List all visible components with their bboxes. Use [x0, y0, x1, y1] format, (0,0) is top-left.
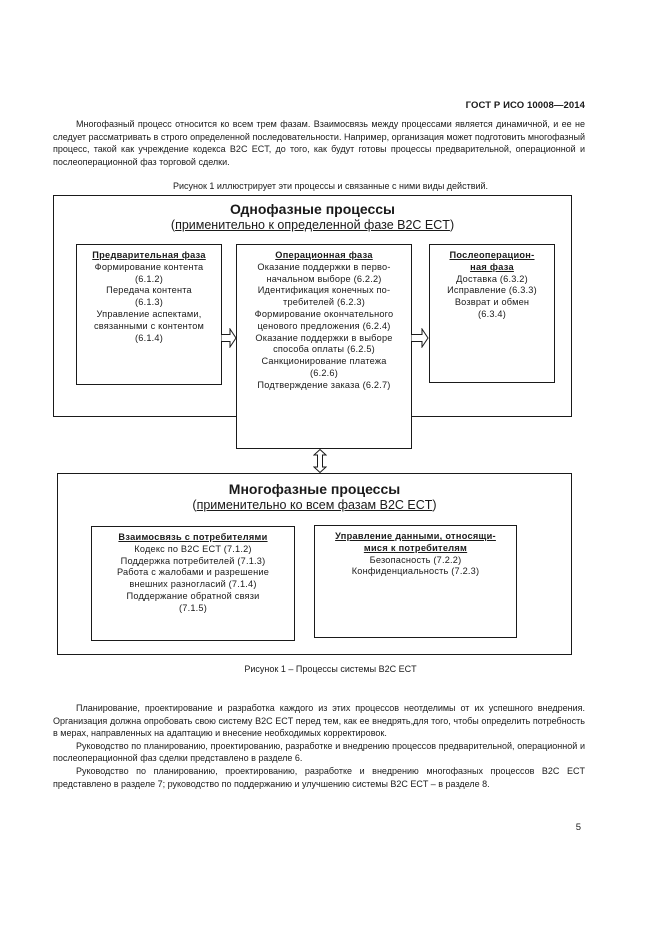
standard-header: ГОСТ Р ИСО 10008—2014	[465, 100, 585, 111]
pre-phase-title: Предварительная фаза	[92, 250, 206, 260]
operational-phase-title: Операционная фаза	[275, 250, 373, 260]
pre-phase-item: связанными с контентом	[93, 320, 205, 331]
consumer-relations-item: (7.1.5)	[179, 602, 207, 613]
intro-paragraph-block	[53, 118, 585, 168]
paren-open: (	[170, 218, 176, 232]
consumer-relations-item: Работа с жалобами и разрешение	[116, 567, 270, 578]
figure-caption: Рисунок 1 – Процессы системы B2C ECT	[244, 664, 417, 674]
post-phase-item: Исправление (6.3.3)	[447, 285, 537, 296]
body-paragraph: Планирование, проектирование и разработка каждого из этих процессов неотделимы от их успешного внедрения. Организация должна опробовать свою систему B2C ECT перед тем, как ее внедрять,для того, чтобы определить потребность в мерах, направленных на адаптацию и внесение необходимых корректировок.	[53, 703, 585, 739]
single-phase-subtitle-text: применительно к определенной фазе B2C ECT	[175, 218, 450, 232]
data-management-title-line2: мися к потребителям	[363, 542, 468, 553]
intro-paragraph: Многофазный процесс относится ко всем трем фазам. Взаимосвязь между процессами является динамичной, и ее не следует рассматривать в строго определенной последовательности. Например, организация может подготовить многофазный процесс, такой как учреждение кодекса B2C ECT, до того, как будут готовы процессы предварительной, операционной и послеоперационной фаз торговой сделки.	[53, 119, 585, 167]
double-arrow-vertical-icon	[313, 449, 327, 473]
operational-phase-item: начальном выборе (6.2.2)	[266, 273, 382, 284]
pre-phase-item: Передача контента	[106, 285, 192, 296]
data-management-item: Конфиденциальность (7.2.3)	[351, 566, 480, 577]
operational-phase-item: требителей (6.2.3)	[283, 297, 365, 308]
pre-phase-item: (6.1.3)	[135, 297, 163, 308]
body-paragraphs	[53, 702, 585, 790]
consumer-relations-item: внешних разногласий (7.1.4)	[129, 579, 257, 590]
consumer-data-management-box	[314, 525, 517, 638]
arrow-right-icon	[221, 328, 237, 348]
operational-phase-item: ценового предложения (6.2.4)	[257, 320, 391, 331]
single-phase-subtitle	[54, 218, 571, 232]
multi-phase-title: Многофазные процессы	[228, 481, 401, 497]
operational-phase-item: Оказание поддержки в выборе	[255, 332, 393, 343]
post-phase-item: Доставка (6.3.2)	[456, 273, 528, 284]
multi-phase-subtitle-text: применительно ко всем фазам B2C ECT	[196, 498, 433, 512]
post-phase-title-line1: Послеоперацион-	[449, 250, 535, 260]
data-management-item: Безопасность (7.2.2)	[369, 554, 462, 565]
post-operational-phase-box	[429, 244, 555, 383]
operational-phase-item: Формирование окончательного	[254, 308, 394, 319]
operational-phase-item: способа оплаты (6.2.5)	[273, 344, 375, 355]
pre-phase-item: (6.1.2)	[135, 273, 163, 284]
operational-phase-item: Санкционирование платежа	[261, 356, 387, 367]
paren-close: )	[432, 498, 437, 512]
body-paragraph: Руководство по планированию, проектированию, разработке и внедрению процессов предварительной, операционной и послеоперационной фаз сделки представлено в разделе 6.	[53, 740, 585, 764]
consumer-relations-item: Кодекс по B2C ECT (7.1.2)	[134, 543, 252, 554]
data-management-title-line1: Управление данными, относящи-	[335, 531, 496, 541]
consumer-relations-title: Взаимосвязь с потребителями	[118, 532, 268, 542]
arrow-right-icon	[411, 328, 429, 348]
body-paragraph: Руководство по планированию, проектированию, разработке и внедрению многофазных процессов B2C ECT представлено в разделе 7; руководство по поддержанию и улучшению системы B2C ECT – в разделе 8.	[53, 765, 585, 789]
post-phase-item: Возврат и обмен	[454, 297, 530, 308]
paren-open: (	[192, 498, 197, 512]
operational-phase-box	[236, 244, 412, 449]
operational-phase-item: Оказание поддержки в перво-	[257, 261, 391, 272]
consumer-relations-item: Поддержка потребителей (7.1.3)	[120, 555, 266, 566]
operational-phase-item: (6.2.6)	[310, 367, 338, 378]
consumer-relations-item: Поддержание обратной связи	[126, 590, 260, 601]
post-phase-item: (6.3.4)	[478, 308, 506, 319]
multi-phase-subtitle	[58, 498, 571, 512]
page-number: 5	[575, 822, 581, 833]
pre-phase-box	[76, 244, 222, 385]
pre-phase-item: Управление аспектами,	[96, 308, 202, 319]
pre-phase-item: (6.1.4)	[135, 332, 163, 343]
operational-phase-item: Подтверждение заказа (6.2.7)	[257, 379, 391, 390]
paren-close: )	[449, 218, 455, 232]
operational-phase-item: Идентификация конечных по-	[257, 285, 391, 296]
figure-intro-text: Рисунок 1 иллюстрирует эти процессы и связанные с ними виды действий.	[172, 181, 489, 191]
post-phase-title-line2: ная фаза	[470, 261, 514, 272]
single-phase-title: Однофазные процессы	[230, 201, 395, 217]
consumer-relations-box	[91, 526, 295, 641]
pre-phase-item: Формирование контента	[94, 261, 204, 272]
